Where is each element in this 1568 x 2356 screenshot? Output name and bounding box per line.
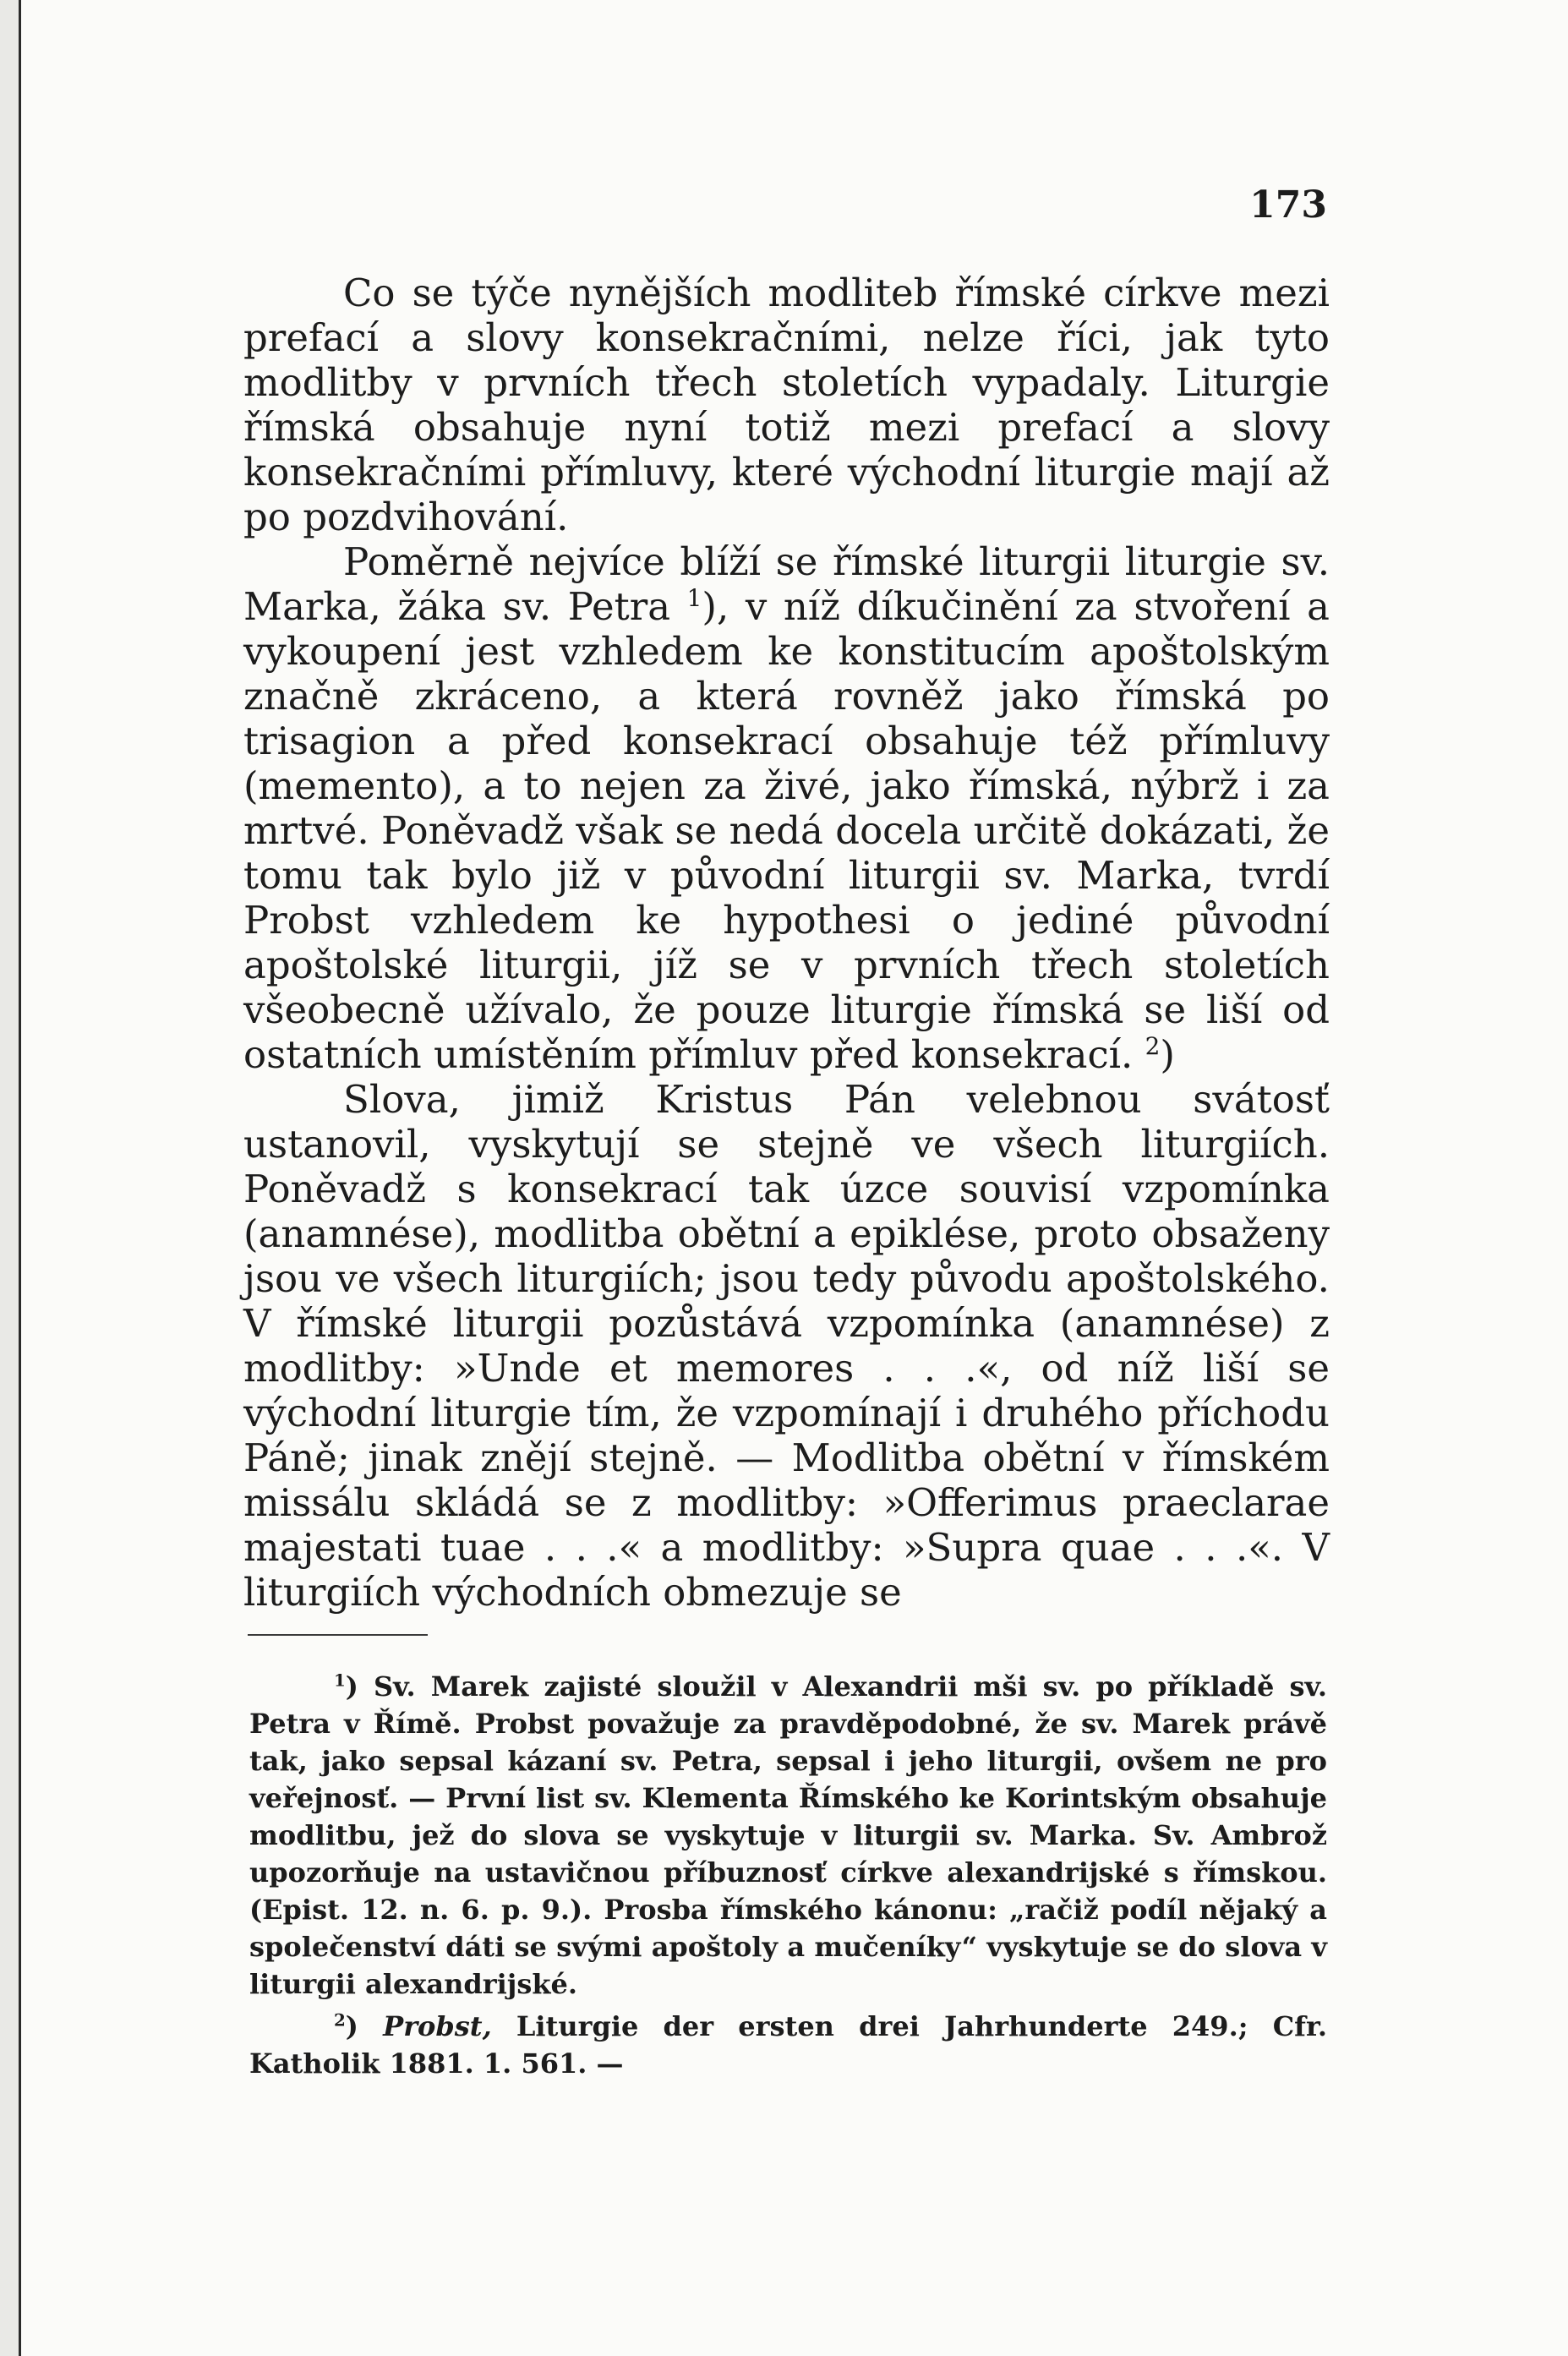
- footnote-author: Probst,: [383, 2010, 492, 2042]
- footnote-text: Liturgie der ersten drei Jahrhunderte 249.; Cfr. Katholik 1881. 1. 561. —: [249, 2010, 1328, 2080]
- paragraph: Co se týče nynějších modliteb římské církve mezi prefací a slovy konsekračními, nelze říci, jak tyto modlitby v prvních třech stoletích vypadaly. Liturgie římská obsahuje nyní totiž mezi prefací a slovy konsekračními přímluvy, které východní liturgie mají až po pozdvihování.: [243, 271, 1330, 539]
- paragraph-text: ), v níž díkučinění za stvoření a vykoupení jest vzhledem ke konstitucím apoštolským značně zkráceno, a která rovněž jako římská po trisagion a před konsekrací obsahuje též přímluvy (memento), a to nejen za živé, jako římská, nýbrž i za mrtvé. Poněvadž však se nedá docela určitě dokázati, že tomu tak bylo již v původní liturgii sv. Marka, tvrdí Probst vzhledem ke hypothesi o jediné původní apoštolské liturgii, jíž se v prvních třech stoletích všeobecně užívalo, že pouze liturgie římská se liší od ostatních umístěním přímluv před konsekrací.: [243, 584, 1330, 1077]
- main-text: [243, 271, 1330, 1615]
- footnote-mark: 2: [334, 2009, 346, 2031]
- footnote: [249, 1668, 1327, 2003]
- paragraph: [243, 539, 1330, 1077]
- paragraph-text: ): [1160, 1032, 1175, 1077]
- paragraph: Slova, jimiž Kristus Pán velebnou svátosť ustanovil, vyskytují se stejně ve všech liturgiích. Poněvadž s konsekrací tak úzce souvisí vzpomínka (anamnése), modlitba obětní a epiklése, proto obsaženy jsou ve všech liturgiích; jsou tedy původu apoštolského. V římské liturgii pozůstává vzpomínka (anamnése) z modlitby: »Unde et memores . . .«, od níž liší se východní liturgie tím, že vzpomínají i druhého příchodu Páně; jinak znějí stejně. — Modlitba obětní v římském missálu skládá se z modlitby: »Offerimus praeclarae majestati tuae . . .« a modlitby: »Supra quae . . .«. V liturgiích východních obmezuje se: [243, 1077, 1330, 1615]
- footnote-mark: 1: [334, 1670, 346, 1691]
- page-left-edge: [0, 0, 21, 2356]
- footnotes: [249, 1668, 1327, 2082]
- footnote-separator: [248, 1634, 428, 1636]
- footnote-text: ) Sv. Marek zajisté sloužil v Alexandrii mši sv. po příkladě sv. Petra v Římě. Probst považuje za pravděpodobné, že sv. Marek právě tak, jako sepsal kázaní sv. Petra, sepsal i jeho liturgii, ovšem ne pro veřejnosť. — První list sv. Klementa Římského ke Korintským obsahuje modlitbu, jež do slova se vyskytuje v liturgii sv. Marka. Sv. Ambrož upozorňuje na ustavičnou příbuznosť církve alexandrijské s římskou. (Epist. 12. n. 6. p. 9.). Prosba římského kánonu: „račiž podíl nějaký a společenství dáti se svými apoštoly a mučeníky“ vyskytuje se do slova v liturgii alexandrijské.: [249, 1670, 1327, 2000]
- footnote: $^2$) Probst, Liturgie der ersten drei Jahrhunderte 249.; Cfr. Katholik 1881. 1. 561. —: [249, 2009, 1328, 2080]
- page-number: 173: [1249, 183, 1327, 227]
- footnote-reference[interactable]: 2: [1145, 1032, 1161, 1060]
- footnote-reference[interactable]: 1: [686, 584, 702, 612]
- paragraph-text: Poměrně nejvíce blíží se římské liturgii liturgie sv. Marka, žáka sv. Petra: [243, 539, 1330, 629]
